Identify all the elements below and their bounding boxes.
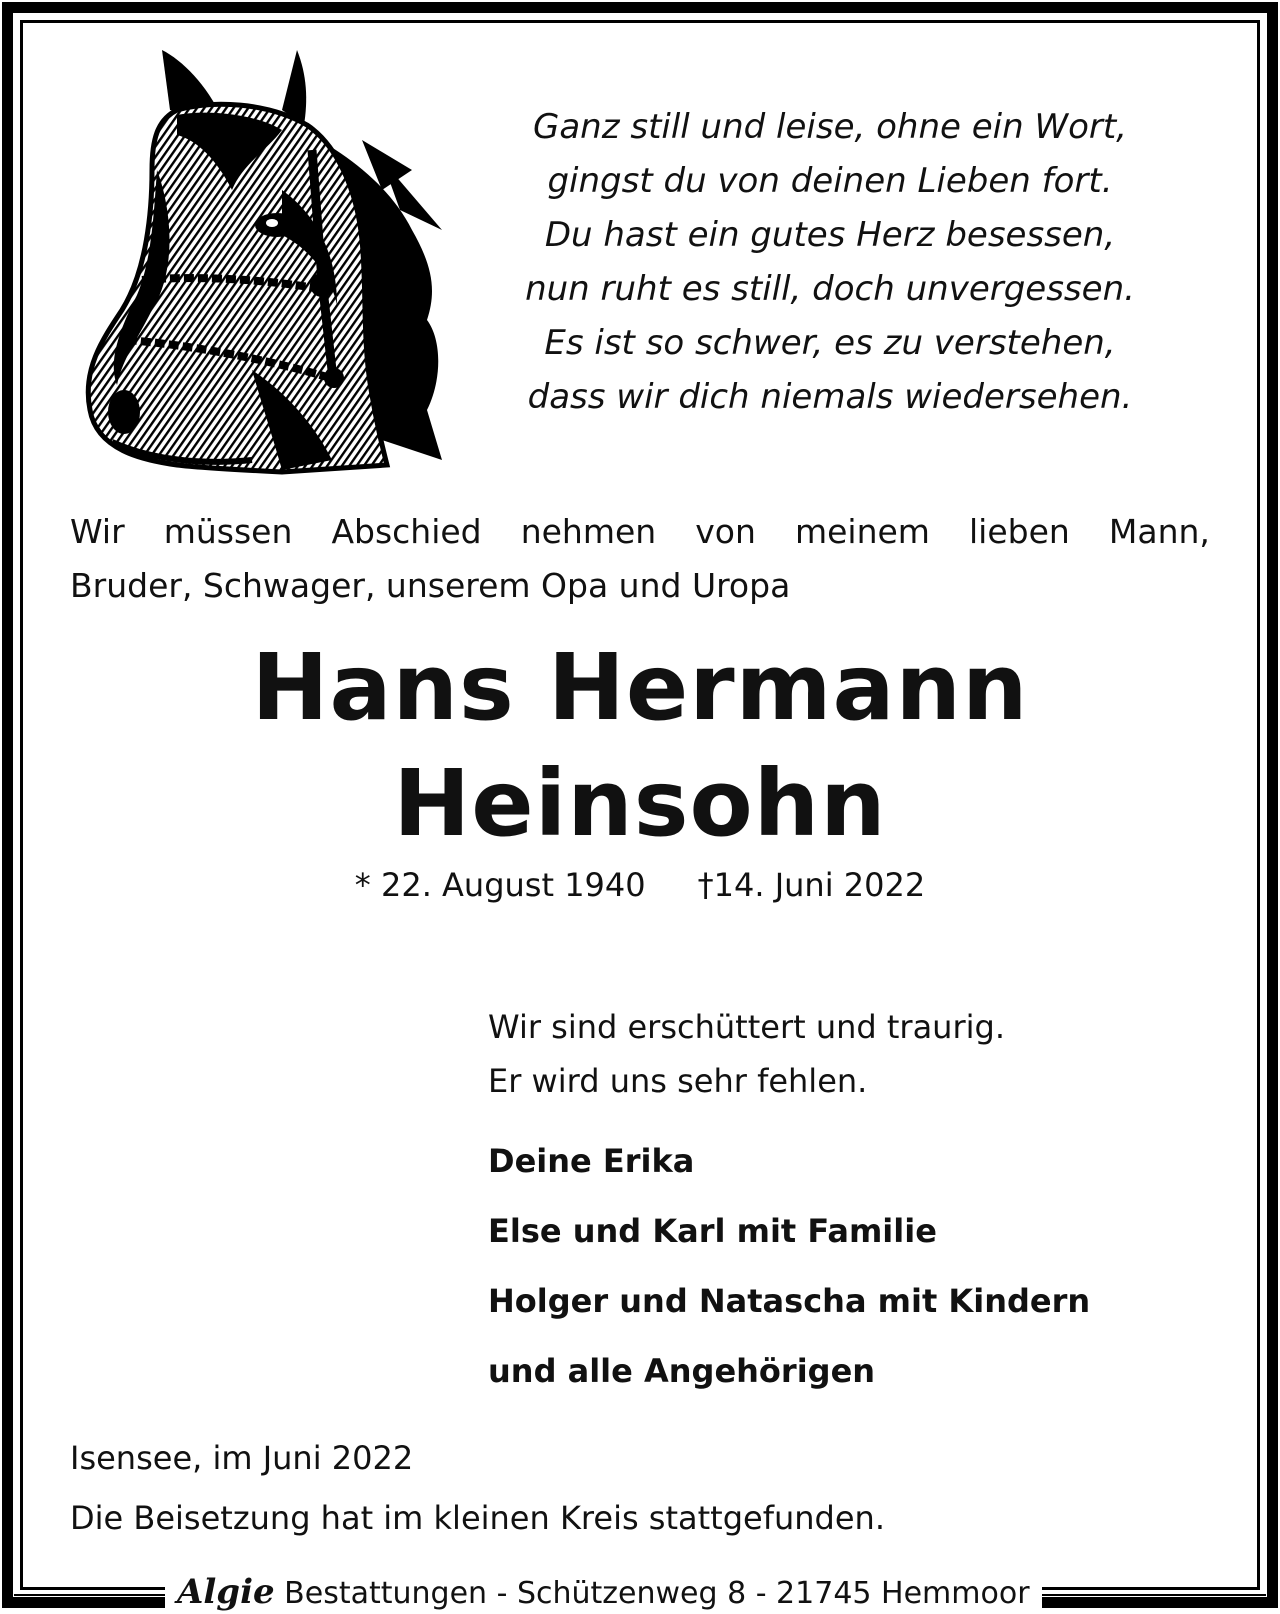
message-line: Er wird uns sehr fehlen.	[488, 1062, 868, 1100]
funeral-home-logo: Algie	[177, 1572, 275, 1612]
deceased-name	[0, 630, 1280, 862]
poem	[480, 100, 1180, 424]
mourner-name: und alle Angehörigen	[488, 1352, 876, 1390]
intro-line-2: Bruder, Schwager, unserem Opa und Uropa	[70, 566, 791, 605]
intro-word: Mann,	[1108, 512, 1210, 551]
place-date: Isensee, im Juni 2022	[70, 1439, 414, 1477]
intro-text	[70, 505, 1210, 613]
footer	[0, 1572, 1280, 1610]
mourner-name: Holger und Natascha mit Kindern	[488, 1282, 1091, 1320]
mourner-name: Else und Karl mit Familie	[488, 1212, 937, 1250]
horse-head-icon	[82, 40, 462, 480]
deceased-first-names: Hans Hermann	[251, 634, 1029, 741]
burial-note: Die Beisetzung hat im kleinen Kreis stattgefunden.	[70, 1499, 885, 1537]
intro-word: von	[695, 512, 756, 551]
message-line: Wir sind erschüttert und traurig.	[488, 1008, 1005, 1046]
birth-date: * 22. August 1940	[354, 866, 646, 904]
intro-word: Abschied	[331, 512, 482, 551]
mourner-name: Deine Erika	[488, 1142, 695, 1180]
intro-word: nehmen	[520, 512, 657, 551]
deceased-surname: Heinsohn	[393, 750, 887, 857]
mourner-names	[488, 1126, 1248, 1406]
poem-line: Du hast ein gutes Herz besessen,	[544, 215, 1116, 255]
poem-line: Ganz still und leise, ohne ein Wort,	[532, 107, 1127, 147]
poem-line: Es ist so schwer, es zu verstehen,	[544, 323, 1116, 363]
mourners-block	[488, 1000, 1248, 1406]
intro-word: meinem	[794, 512, 930, 551]
death-date: †14. Juni 2022	[697, 866, 926, 904]
footer-text: Bestattungen - Schützenweg 8 - 21745 Hemmoor	[284, 1576, 1030, 1611]
intro-word: müssen	[163, 512, 293, 551]
intro-word: Wir	[70, 512, 125, 551]
intro-line-1	[70, 505, 1210, 559]
closing-block	[70, 1428, 1210, 1548]
poem-line: dass wir dich niemals wiedersehen.	[527, 377, 1133, 417]
life-dates	[0, 866, 1280, 904]
intro-word: lieben	[969, 512, 1070, 551]
poem-line: gingst du von deinen Lieben fort.	[547, 161, 1113, 201]
poem-line: nun ruht es still, doch unvergessen.	[525, 269, 1135, 309]
footer-band	[165, 1572, 1042, 1614]
